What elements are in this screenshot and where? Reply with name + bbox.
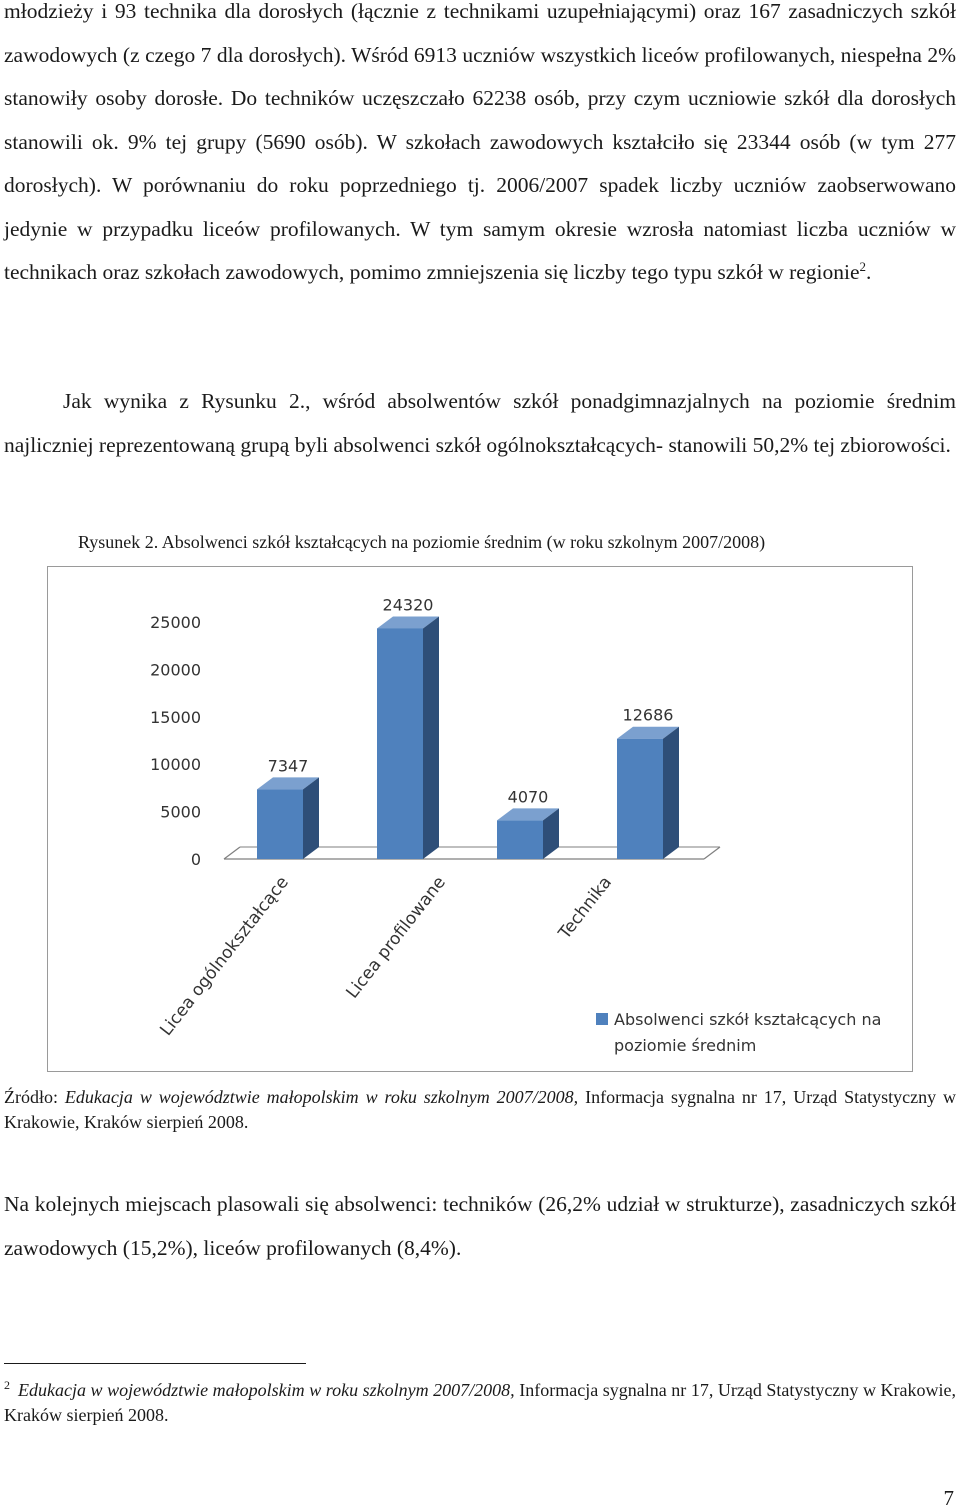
y-tick-label: 15000 (150, 707, 201, 727)
source-rest: Informacja sygnalna nr 17, Urząd Statystyczny w Krakowie, Kraków sierpień 2008. (4, 1087, 956, 1132)
bar (617, 739, 663, 859)
footnote-separator (4, 1363, 306, 1364)
legend-label-line-2: poziomie średnim (614, 1036, 757, 1055)
y-tick-label: 20000 (150, 660, 201, 680)
bar (497, 820, 543, 859)
legend-label-line-1: Absolwenci szkół kształcących na (614, 1010, 882, 1029)
body-paragraph-2 (4, 380, 956, 467)
x-axis-depth-right (704, 847, 720, 859)
bar-chart (47, 566, 913, 1072)
x-category-label: Licea ogólnokształcące (156, 872, 293, 1040)
y-tick-label: 5000 (160, 802, 201, 822)
footnote-number: 2 (4, 1378, 10, 1392)
x-axis-depth-left (224, 847, 240, 859)
paragraph-2-text: Jak wynika z Rysunku 2., wśród absolwentów szkół ponadgimnazjalnych na poziomie średnim najliczniej reprezentowaną grupą byli absolwenci szkół ogólnokształcących- stanowili 50,2% tej zbiorowości. (4, 389, 956, 457)
legend-swatch (596, 1013, 608, 1025)
bar-side (663, 727, 679, 859)
source-title: Edukacja w województwie małopolskim w roku szkolnym 2007/2008, (64, 1087, 579, 1107)
figure-caption: Rysunek 2. Absolwenci szkół kształcących na poziomie średnim (w roku szkolnym 2007/2008) (78, 532, 766, 552)
y-tick-label: 0 (190, 850, 201, 869)
paragraph-1-end: . (866, 260, 872, 284)
bar-side (423, 616, 439, 859)
bar (257, 789, 303, 859)
footnote-reference[interactable]: 2 (859, 258, 867, 274)
page-number: 7 (943, 1486, 954, 1510)
footnote-rest: Informacja sygnalna nr 17, Urząd Statystyczny w Krakowie, Kraków sierpień 2008. (4, 1380, 956, 1425)
x-category-label: Licea profilowane (342, 872, 450, 1003)
paragraph-3-text: Na kolejnych miejscach plasowali się absolwenci: techników (26,2% udział w strukturze), zasadniczych szkół zawodowych (15,2%), liceów profilowanych (8,4%). (4, 1192, 956, 1260)
figure-source (4, 1085, 956, 1135)
bar (377, 628, 423, 859)
bar-value-label: 24320 (382, 595, 434, 615)
bar-chart-svg (48, 567, 914, 1073)
bar-value-label: 12686 (622, 705, 674, 725)
bar-value-label: 7347 (267, 756, 309, 776)
bar-side (303, 777, 319, 859)
body-paragraph-1 (4, 0, 956, 295)
x-category-label: Technika (554, 872, 616, 944)
y-tick-label: 10000 (150, 755, 201, 775)
footnote (4, 1378, 956, 1428)
footnote-title: Edukacja w województwie małopolskim w roku szkolnym 2007/2008, (18, 1380, 515, 1400)
y-tick-label: 25000 (150, 613, 201, 632)
body-paragraph-3 (4, 1183, 956, 1270)
bar-value-label: 4070 (507, 787, 549, 807)
paragraph-1-text: młodzieży i 93 technika dla dorosłych (łącznie z technikami uzupełniającymi) oraz 167 zasadniczych szkół zawodowych (z czego 7 dla dorosłych). Wśród 6913 uczniów wszystkich liceów profilowanych, niespełna 2% stanowiły osoby dorosłe. Do techników uczęszczało 62238 osób, przy czym uczniowie szkół dla dorosłych stanowili ok. 9% tej grupy (5690 osób). W szkołach zawodowych kształciło się 23344 osób (w tym 277 dorosłych). W porównaniu do roku poprzedniego tj. 2006/2007 spadek liczby uczniów zaobserwowano jedynie w przypadku liceów profilowanych. W tym samym okresie wzrosła natomiast liczba uczniów w technikach oraz szkołach zawodowych, pomimo zmniejszenia się liczby tego typu szkół w regionie (4, 0, 956, 284)
source-prefix: Źródło: (4, 1087, 65, 1107)
